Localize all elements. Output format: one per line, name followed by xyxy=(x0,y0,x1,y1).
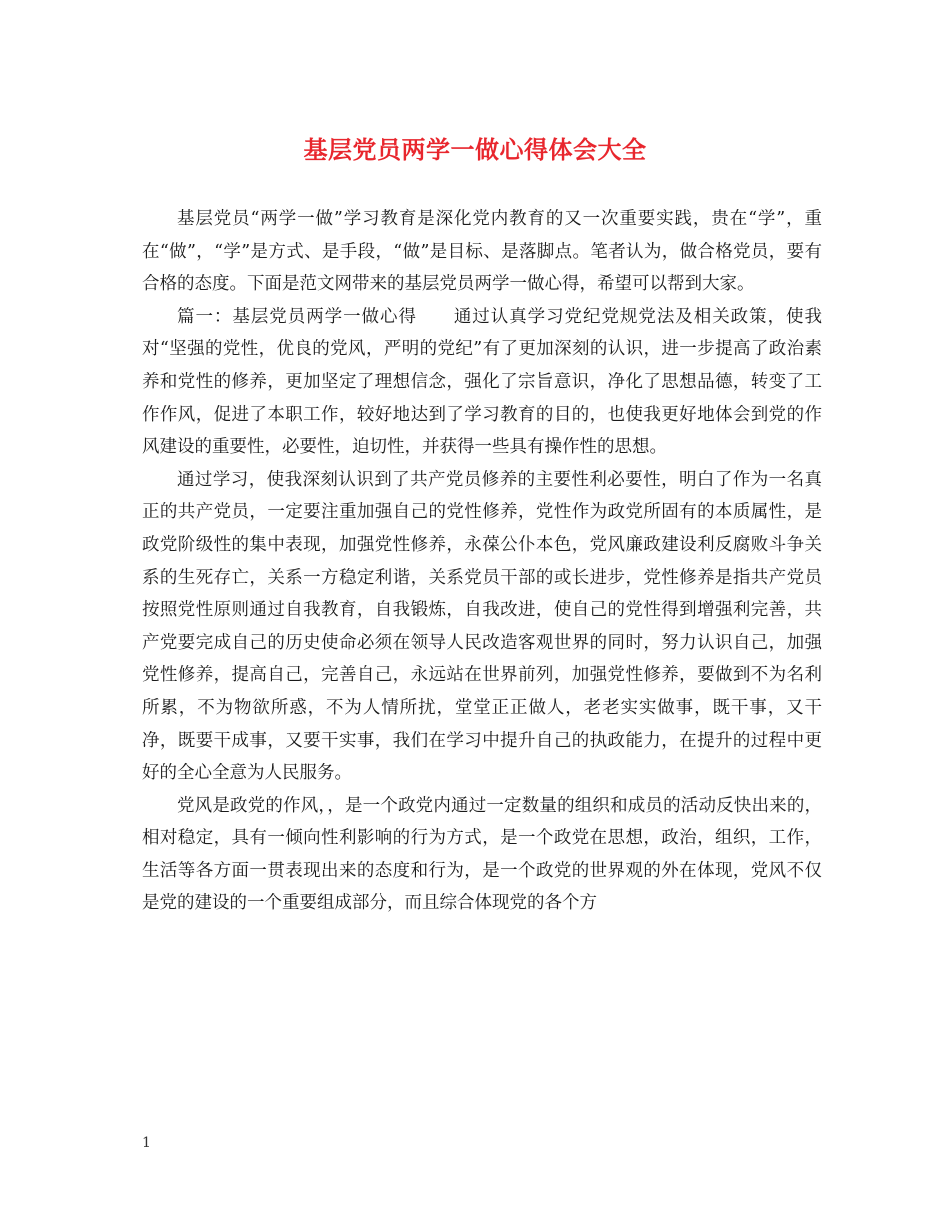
paragraph: 党风是政党的作风，，是一个政党内通过一定数量的组织和成员的活动反快出来的，相对稳定，具有一倾向性利影响的行为方式，是一个政党在思想，政治，组织，工作，生活等各方面一贯表现出来的态度和行为，是一个政党的世界观的外在体现，党风不仅是党的建设的一个重要组成部分，而且综合体现党的各个方 xyxy=(142,795,822,914)
paragraph: 篇一：基层党员两学一做心得 通过认真学习党纪党规党法及相关政策，使我对“坚强的党性，优良的党风，严明的党纪”有了更加深刻的认识，进一步提高了政治素养和党性的修养，更加坚定了理想信念，强化了宗旨意识，净化了思想品德，转变了工作作风，促进了本职工作，较好地达到了学习教育的目的，也使我更好地体会到党的作风建设的重要性，必要性，迫切性，并获得一些具有操作性的思想。 xyxy=(142,306,822,458)
document-title: 基层党员两学一做心得体会大全 xyxy=(303,135,647,164)
paragraph: 通过学习，使我深刻认识到了共产党员修养的主要性利必要性，明白了作为一名真正的共产党员，一定要注重加强自己的党性修养，党性作为政党所固有的本质属性，是政党阶级性的集中表现，加强党性修养，永葆公仆本色，党风廉政建设利反腐败斗争关系的生死存亡，关系一方稳定利谐，关系党员干部的或长进步，党性修养是指共产党员按照党性原则通过自我教育，自我锻炼，自我改进，使自己的党性得到增强利完善，共产党要完成自己的历史使命必须在领导人民改造客观世界的同时，努力认识自己，加强党性修养，提高自己，完善自己，永远站在世界前列，加强党性修养，要做到不为名利所累，不为物欲所惑，不为人情所扰，堂堂正正做人，老老实实做事，既干事，又干净，既要干成事，又要干实事，我们在学习中提升自己的执政能力，在提升的过程中更好的全心全意为人民服务。 xyxy=(142,469,822,784)
page-number: 1 xyxy=(142,1135,151,1151)
document-body xyxy=(142,203,822,920)
paragraph: 基层党员“两学一做”学习教育是深化党内教育的又一次重要实践，贵在“学”，重在“做”，“学”是方式、是手段，“做”是目标、是落脚点。笔者认为，做合格党员，要有合格的态度。下面是范文网带来的基层党员两学一做心得，希望可以帮到大家。 xyxy=(142,209,822,295)
